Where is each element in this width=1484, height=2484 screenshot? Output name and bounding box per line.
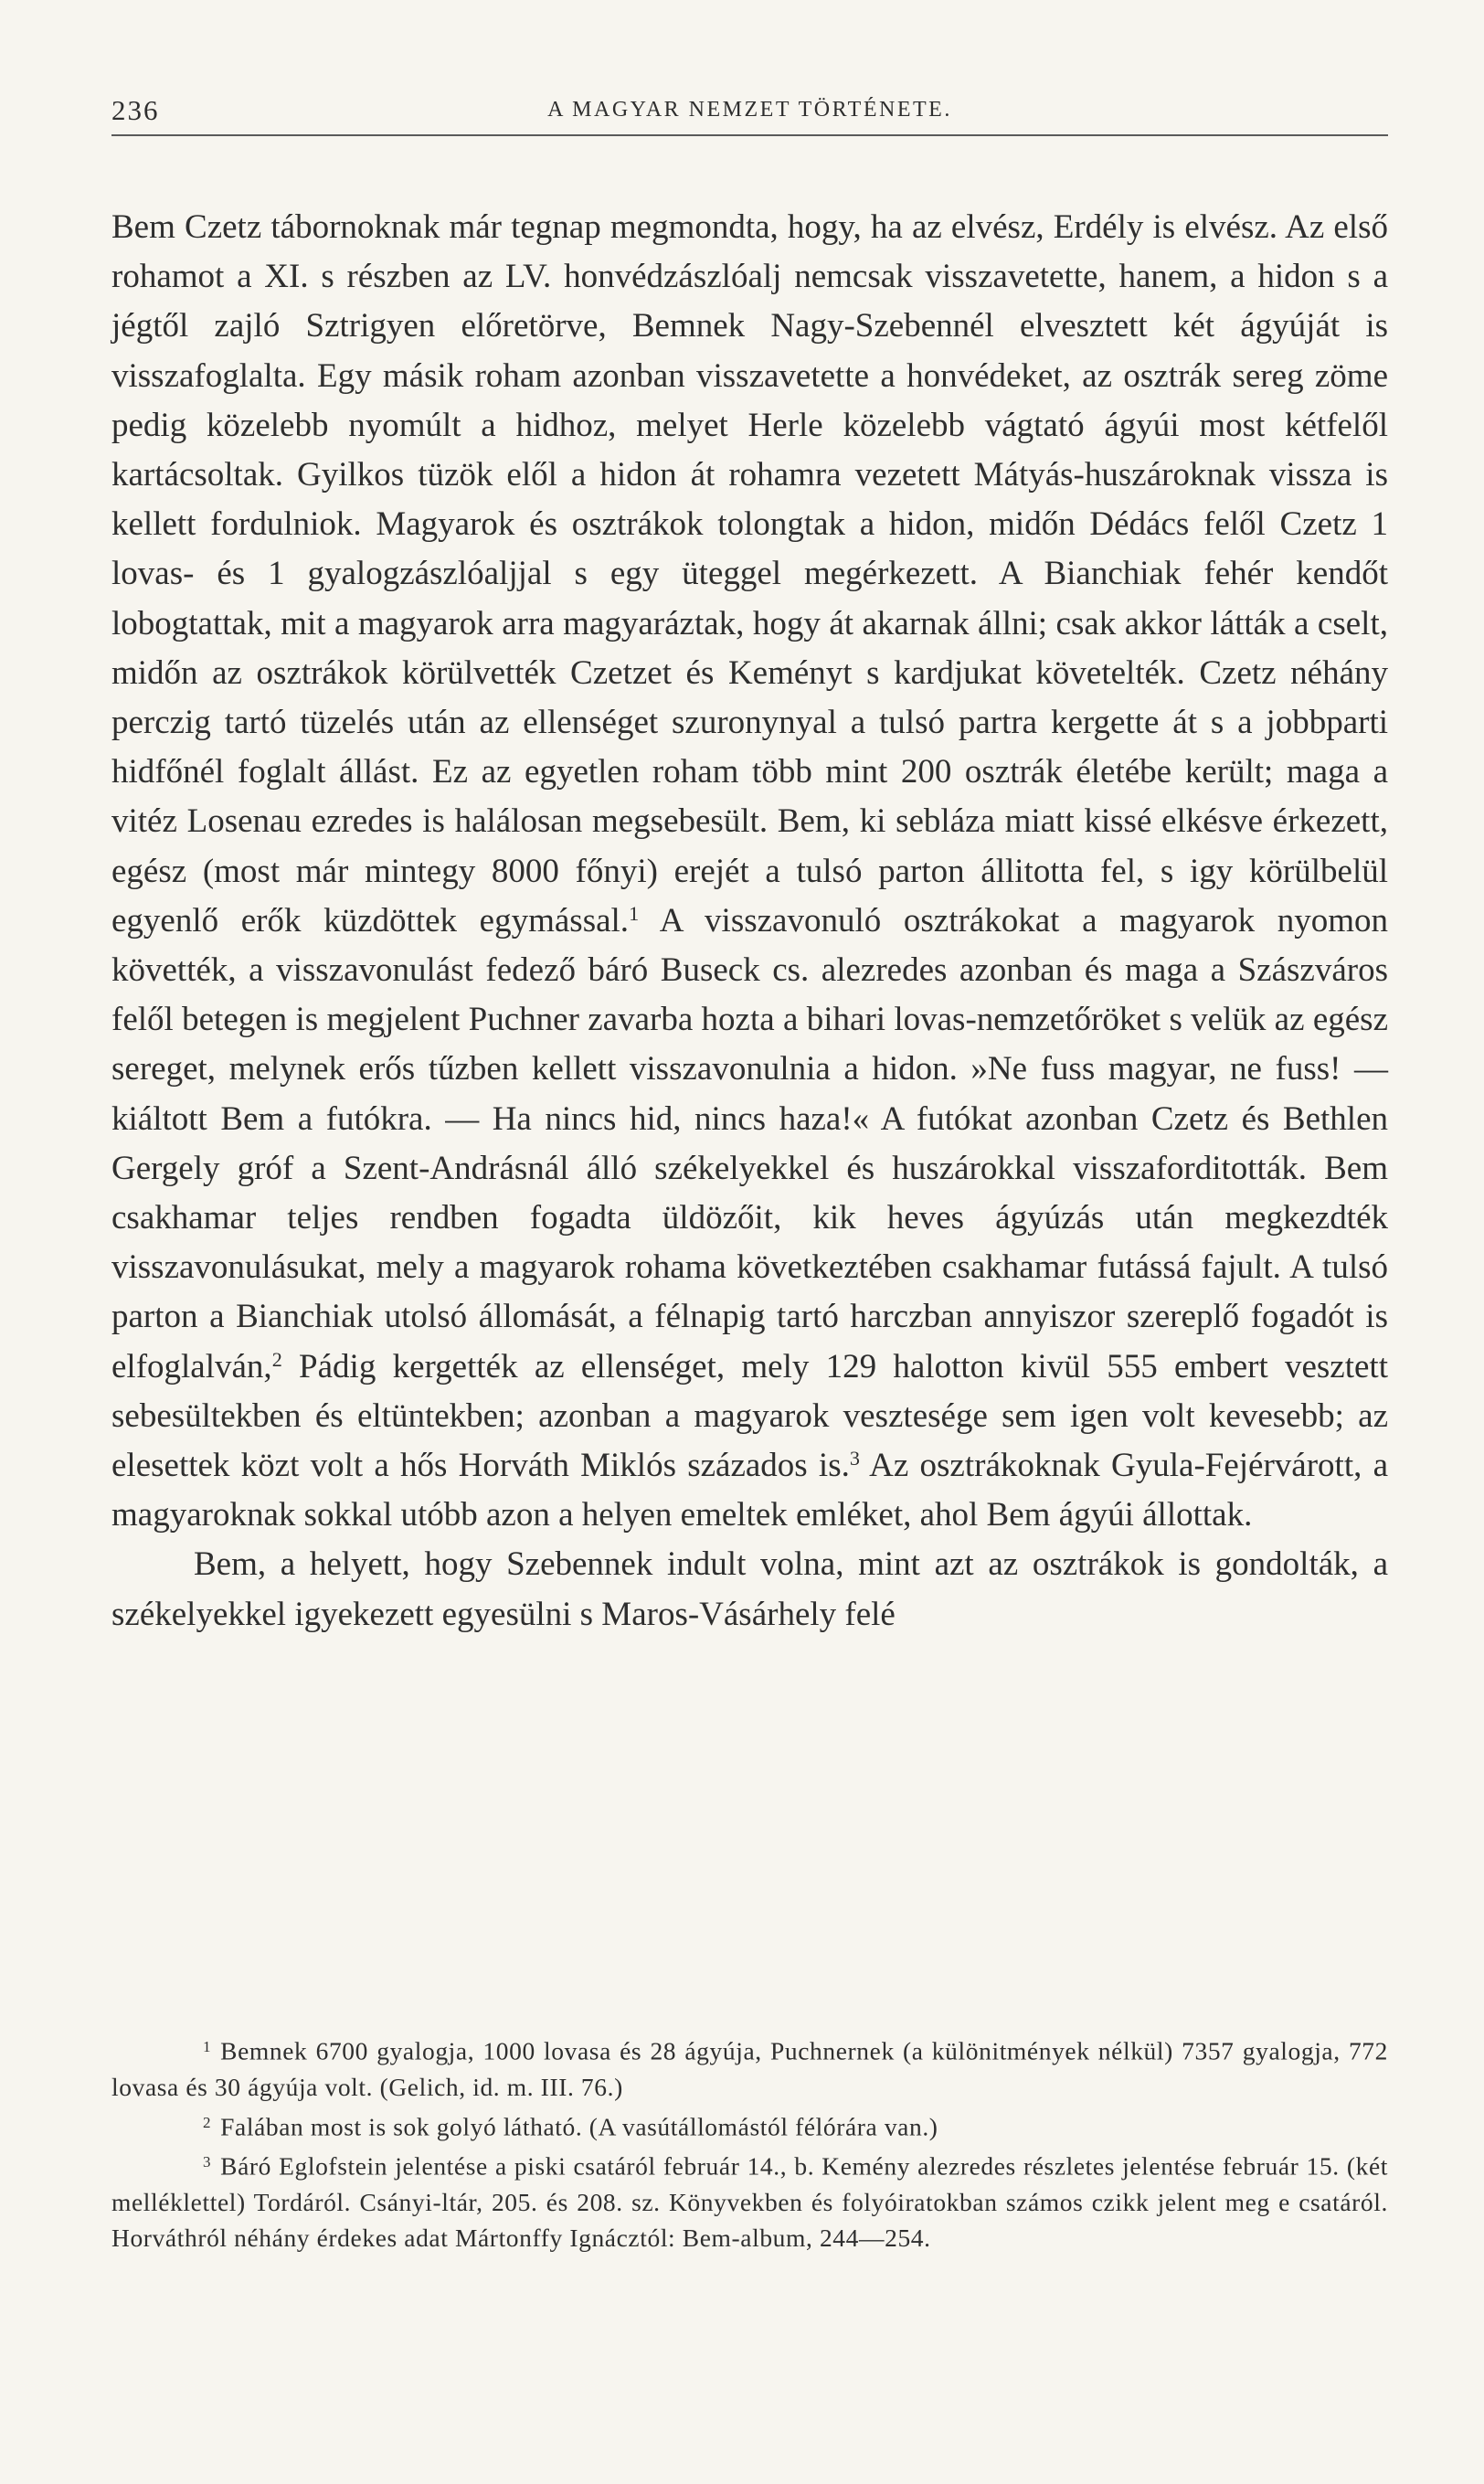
body-text bbox=[111, 203, 1388, 1640]
footnote-2 bbox=[111, 2105, 1388, 2145]
footnote-ref-1[interactable]: 1 bbox=[629, 901, 640, 925]
footnote-ref-3[interactable]: 3 bbox=[849, 1446, 860, 1470]
footnote-1 bbox=[111, 2029, 1388, 2105]
paragraph-1-part-1: Bem Czetz tábornoknak már tegnap megmondta, hogy, ha az elvész, Erdély is elvész. Az első rohamot a XI. s részben az LV. honvédzászlóalj nemcsak visszavetette, hanem, a hidon s a jégtől zajló Sztrigyen előretörve, Bemnek Nagy-Szebennél elvesztett két ágyúját is visszafoglalta. Egy másik roham azonban visszavetette a honvédeket, az osztrák sereg zöme pedig közelebb nyomúlt a hidhoz, melyet Herle közelebb vágtató ágyúi most kétfelől kartácsoltak. Gyilkos tüzök elől a hidon át rohamra vezetett Mátyás-huszároknak vissza is kellett fordulniok. Magyarok és osztrákok tolongtak a hidon, midőn Dédács felől Czetz 1 lovas- és 1 gyalogzászlóaljjal s egy üteggel megérkezett. A Bianchiak fehér kendőt lobogtattak, mit a magyarok arra magyaráztak, hogy át akarnak állni; csak akkor látták a cselt, midőn az osztrákok körülvették Czetzet és Keményt s kardjukat követelték. Czetz néhány perczig tartó tüzelés után az ellenséget szuronynyal a tulsó partra kergette át s a jobbparti hidfőnél foglalt állást. Ez az egyetlen roham több mint 200 osztrák életébe került; maga a vitéz Losenau ezredes is halálosan megsebesült. Bem, ki sebláza miatt kissé elkésve érkezett, egész (most már mintegy 8000 főnyi) erejét a tulsó parton állitotta fel, s igy körülbelül egyenlő erők küzdöttek egymással. bbox=[111, 208, 1388, 939]
running-title: A MAGYAR NEMZET TÖRTÉNETE. bbox=[547, 98, 952, 122]
running-header bbox=[111, 94, 1388, 136]
paragraph-1-part-2: A visszavonuló osztrákokat a magyarok nyomon követték, a visszavonulást fedező báró Buseck cs. alezredes azonban és maga a Szászváros felől betegen is megjelent Puchner zavarba hozta a bihari lovas-nemzetőröket s velük az egész sereget, melynek erős tűzben kellett visszavonulnia a hidon. »Ne fuss magyar, ne fuss! — kiáltott Bem a futókra. — Ha nincs hid, nincs haza!« A futókat azonban Czetz és Bethlen Gergely gróf a Szent-Andrásnál álló székelyekkel és huszárokkal visszaforditották. Bem csakhamar teljes rendben fogadta üldözőit, kik heves ágyúzás után megkezdték visszavonulásukat, mely a magyarok rohama következtében csakhamar futássá fajult. A tulsó parton a Bianchiak utolsó állomását, a félnapig tartó harczban annyiszor szereplő fogadót is elfoglalván, bbox=[111, 901, 1388, 1385]
footnote-mark: 1 bbox=[203, 2038, 212, 2055]
paragraph-1 bbox=[111, 203, 1388, 1540]
paragraph-1-part-3: Pádig kergették az ellenséget, mely 129 halotton kivül 555 embert vesztett sebesültekben és eltüntekben; azonban a magyarok vesztesége sem igen volt kevesebb; az elesettek közt volt a hős Horváth Miklós százados is. bbox=[111, 1347, 1388, 1485]
footnote-mark: 2 bbox=[203, 2113, 212, 2131]
page-number: 236 bbox=[111, 94, 160, 126]
footnote-3 bbox=[111, 2144, 1388, 2256]
paragraph-1-part-4: Az osztrákoknak Gyula-Fejérvárott, a magyaroknak sokkal utóbb azon a helyen emeltek emléket, ahol Bem ágyúi állottak. bbox=[111, 1447, 1388, 1534]
footnote-text: Falában most is sok golyó látható. (A vasútállomástól félórára van.) bbox=[220, 2112, 938, 2141]
footnote-text: Bemnek 6700 gyalogja, 1000 lovasa és 28 ágyúja, Puchnernek (a különitmények nélkül) 7357 gyalogja, 772 lovasa és 30 ágyúja volt. (Gelich, id. m. III. 76.) bbox=[111, 2036, 1388, 2101]
footnotes bbox=[111, 2029, 1388, 2256]
footnote-text: Báró Eglofstein jelentése a piski csatáról február 14., b. Kemény alezredes részletes jelentése február 15. (két melléklettel) Tordáról. Csányi-ltár, 205. és 208. sz. Könyvekben és folyóiratokban számos czikk jelent meg e csatáról. Horváthról néhány érdekes adat Mártonffy Ignácztól: Bem-album, 244—254. bbox=[111, 2151, 1388, 2252]
paragraph-2: Bem, a helyett, hogy Szebennek indult volna, mint azt az osztrákok is gondolták, a székelyekkel igyekezett egyesülni s Maros-Vásárhely felé bbox=[111, 1545, 1388, 1633]
footnote-ref-2[interactable]: 2 bbox=[271, 1347, 282, 1371]
footnote-mark: 3 bbox=[203, 2153, 212, 2171]
